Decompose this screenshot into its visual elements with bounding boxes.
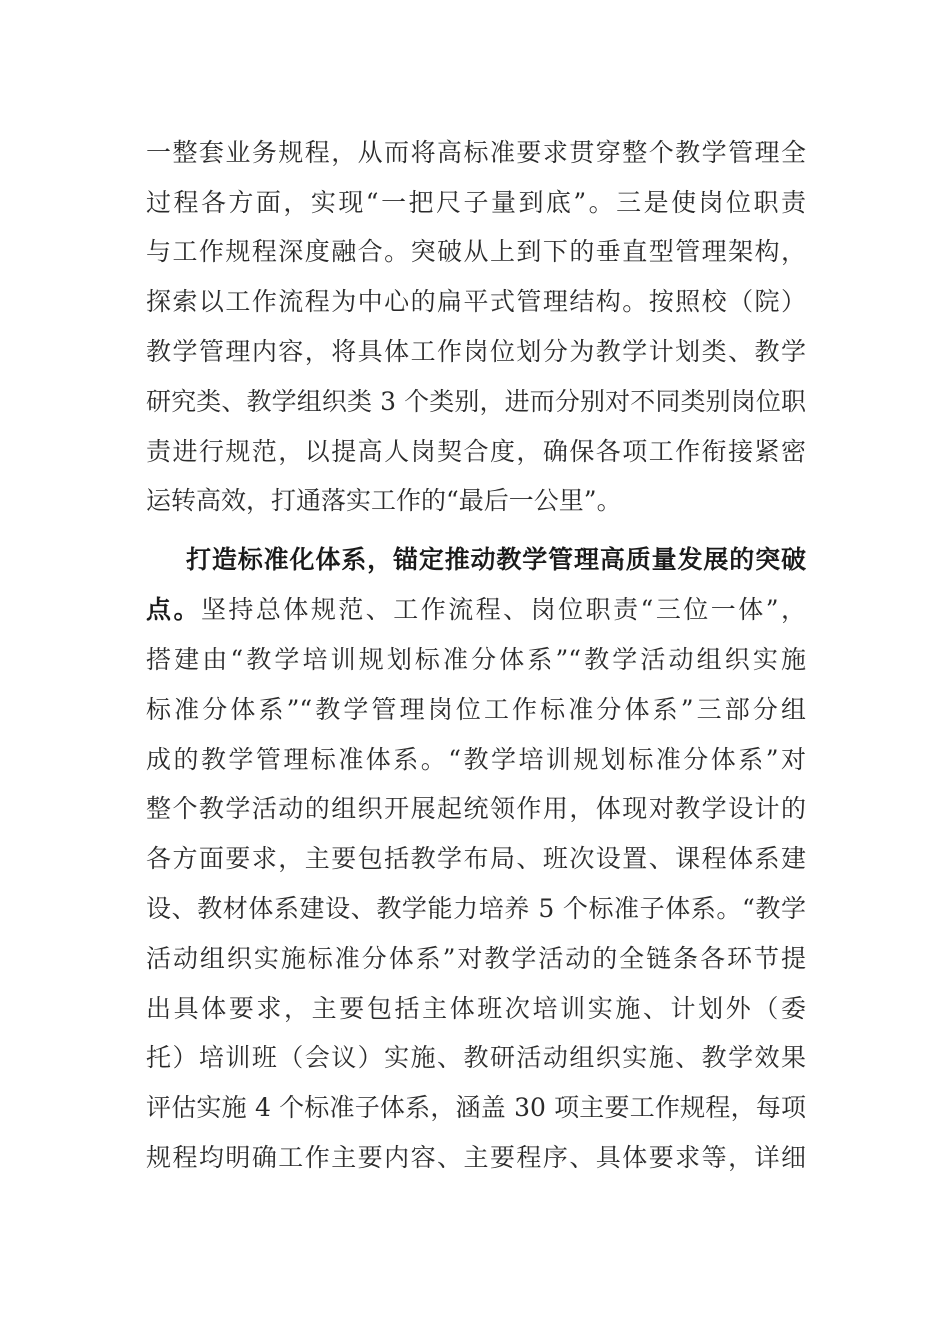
paragraph1-line-8: 运转高效，打通落实工作的“最后一公里”。: [146, 486, 622, 515]
paragraph2-heading-line: 打造标准化体系，锚定推动教学管理高质量发展的突破: [186, 545, 806, 574]
paragraph2-heading-end: 点。: [146, 595, 201, 624]
paragraph2-line-13: 规程均明确工作主要内容、主要程序、具体要求等，详细: [146, 1143, 806, 1172]
paragraph1-line-6: 研究类、教学组织类 3 个类别，进而分别对不同类别岗位职: [146, 387, 806, 416]
paragraph1-line-5: 教学管理内容，将具体工作岗位划分为教学计划类、教学: [146, 337, 806, 366]
paragraph2-line-12: 评估实施 4 个标准子体系，涵盖 30 项主要工作规程，每项: [146, 1093, 806, 1122]
paragraph1-line-4: 探索以工作流程为中心的扁平式管理结构。按照校（院）: [146, 287, 806, 316]
paragraph2-line-5: 成的教学管理标准体系。“教学培训规划标准分体系”对: [146, 745, 806, 774]
paragraph2-line-4: 标准分体系”“教学管理岗位工作标准分体系”三部分组: [146, 695, 806, 724]
paragraph1-line-2: 过程各方面，实现“一把尺子量到底”。三是使岗位职责: [146, 188, 806, 217]
paragraph2-line-2: [146, 585, 806, 635]
paragraph2-line-8: 设、教材体系建设、教学能力培养 5 个标准子体系。“教学: [146, 894, 806, 923]
paragraph1-line-3: 与工作规程深度融合。突破从上到下的垂直型管理架构，: [146, 237, 806, 266]
paragraph2-line-7: 各方面要求，主要包括教学布局、班次设置、课程体系建: [146, 844, 806, 873]
paragraph2-line-11: 托）培训班（会议）实施、教研活动组织实施、教学效果: [146, 1043, 806, 1072]
paragraph2-line-2-text: 坚持总体规范、工作流程、岗位职责“三位一体”，: [200, 595, 806, 624]
paragraph2-line-10: 出具体要求，主要包括主体班次培训实施、计划外（委: [146, 994, 806, 1023]
paragraph2-line-3: 搭建由“教学培训规划标准分体系”“教学活动组织实施: [146, 645, 806, 674]
paragraph2-line-9: 活动组织实施标准分体系”对教学活动的全链条各环节提: [146, 944, 806, 973]
paragraph1-line-1: 一整套业务规程，从而将高标准要求贯穿整个教学管理全: [146, 138, 806, 167]
paragraph1-line-7: 责进行规范，以提高人岗契合度，确保各项工作衔接紧密: [146, 437, 806, 466]
paragraph2-line-6: 整个教学活动的组织开展起统领作用，体现对教学设计的: [146, 794, 806, 823]
